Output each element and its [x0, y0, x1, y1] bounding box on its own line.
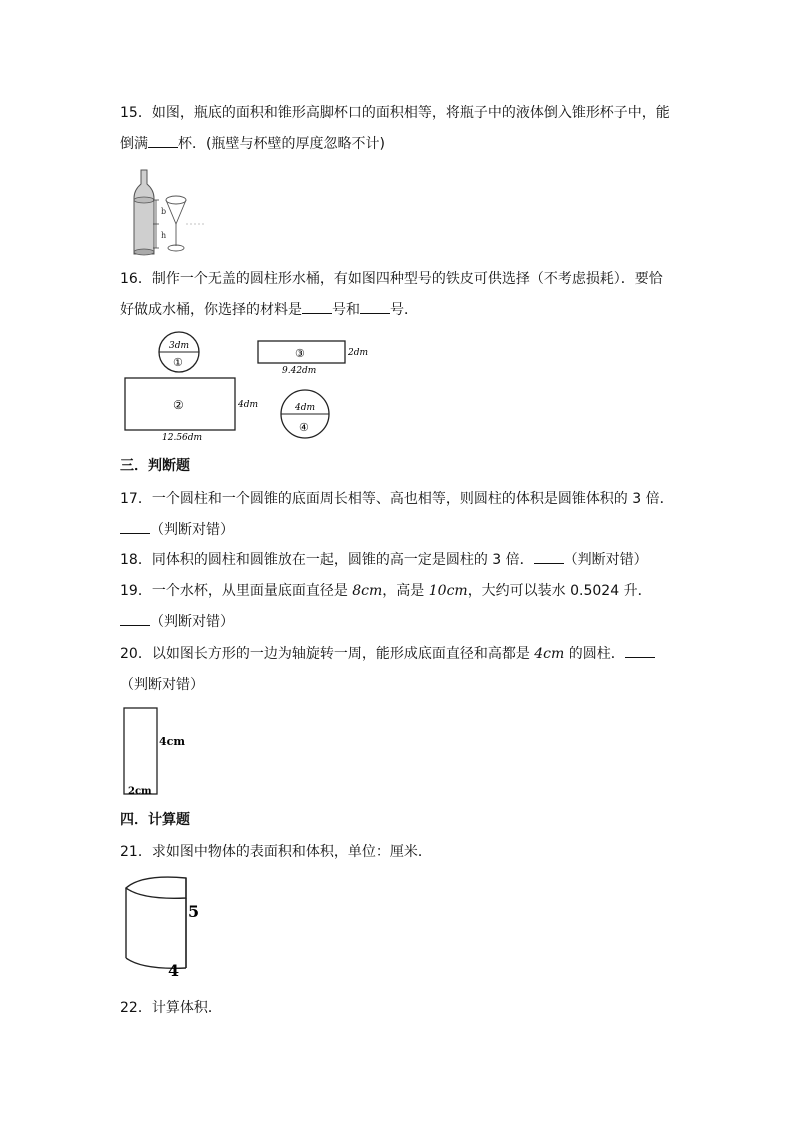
rect-2-number: ② — [173, 398, 184, 412]
circle-1-diameter: 3dm — [169, 341, 190, 351]
rect-2-width: 12.56dm — [162, 433, 203, 442]
section-4-title: 四．计算题 — [120, 812, 190, 828]
q19-answer-blank[interactable] — [120, 611, 150, 626]
q18-answer-blank[interactable] — [534, 549, 564, 564]
q16-answer-blank-2[interactable] — [360, 299, 390, 314]
q15-text: 15．如图，瓶底的面积和锥形高脚杯口的面积相等，将瓶子中的液体倒入锥形杯子中，能倒满 杯．(瓶壁与杯壁的厚度忽略不计) — [120, 105, 670, 152]
rect-height-label: 4cm — [159, 735, 185, 748]
q20-answer-blank[interactable] — [625, 643, 655, 658]
half-cylinder-width-label: 4 — [168, 961, 180, 978]
half-cylinder-figure — [118, 874, 218, 978]
rect-2-height: 4dm — [238, 400, 259, 410]
q15-answer-blank[interactable] — [148, 133, 178, 148]
q18-text: 18．同体积的圆柱和圆锥放在一起，圆锥的高一定是圆柱的 3 倍． （判断对错） — [120, 545, 676, 576]
rect-3-height: 2dm — [348, 348, 369, 358]
circle-1-number: ① — [173, 356, 183, 369]
bottle-and-goblet-figure — [124, 166, 214, 258]
circle-4-number: ④ — [299, 421, 309, 434]
bracket-label-b: b — [161, 207, 167, 216]
iron-sheet-figure — [122, 330, 382, 442]
q22-text: 22．计算体积． — [120, 1000, 222, 1016]
q17-answer-blank[interactable] — [120, 519, 150, 534]
section-3-title: 三．判断题 — [120, 458, 190, 474]
q17-text: 17．一个圆柱和一个圆锥的底面周长相等、高也相等，则圆柱的体积是圆锥体积的 3 倍．（判断对错） — [120, 491, 674, 538]
rotation-rectangle — [124, 708, 157, 794]
circle-4-diameter: 4dm — [295, 403, 316, 413]
rect-3-number: ③ — [295, 347, 305, 360]
rect-3-width: 9.42dm — [282, 366, 317, 376]
rectangle-figure — [122, 706, 192, 798]
half-cylinder-height-label: 5 — [188, 902, 200, 921]
q16-answer-blank-1[interactable] — [302, 299, 332, 314]
q21-text: 21．求如图中物体的表面积和体积，单位：厘米． — [120, 844, 432, 860]
rect-width-label: 2cm — [128, 786, 152, 797]
bracket-label-h: h — [161, 231, 167, 240]
q16-text: 16．制作一个无盖的圆柱形水桶，有如图四种型号的铁皮可供选择（不考虑损耗）．要恰好做成水桶，你选择的材料是 号和 号． — [120, 271, 663, 318]
q20-text: 20．以如图长方形的一边为轴旋转一周，能形成底面直径和高都是 4cm 的圆柱．（判断对错） — [120, 639, 676, 701]
q19-text: 19．一个水杯，从里面量底面直径是 8cm，高是 10cm，大约可以装水 0.5024 升．（判断对错） — [120, 583, 652, 630]
